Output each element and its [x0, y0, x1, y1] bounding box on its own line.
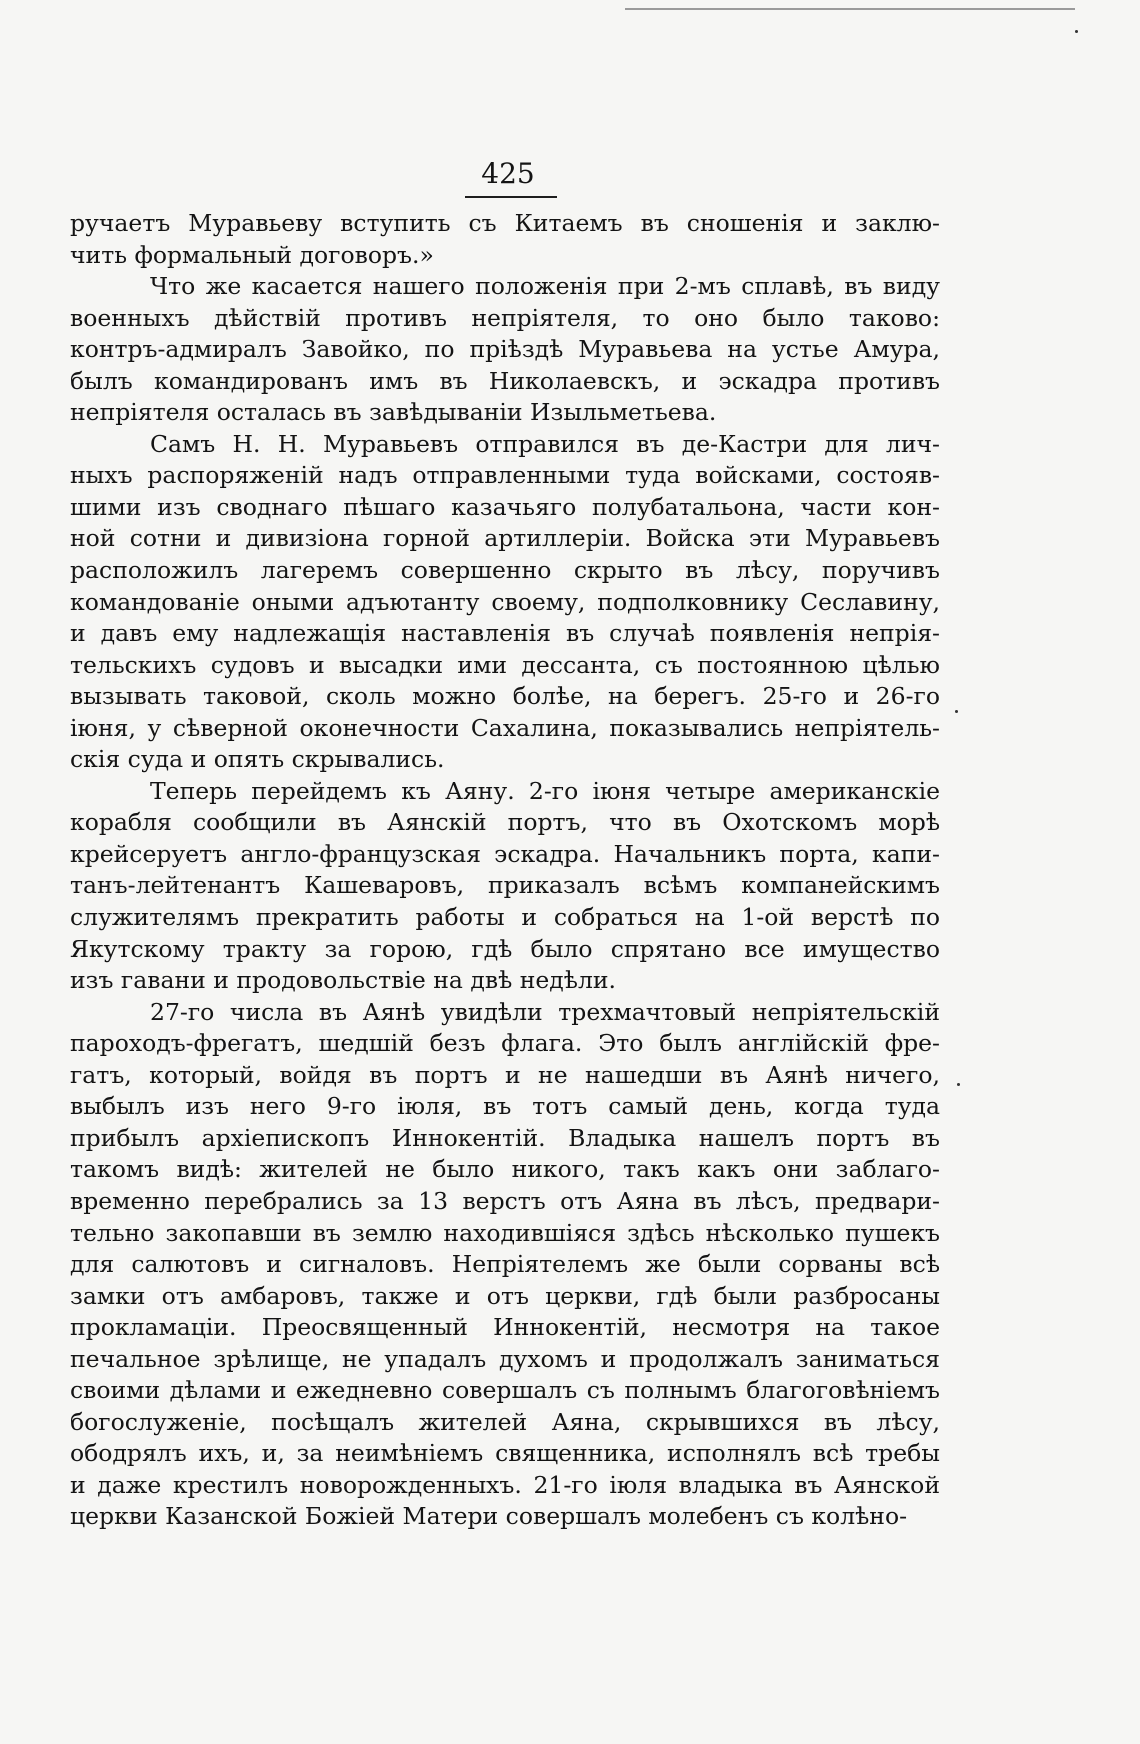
- text-line: непріятеля осталась въ завѣдываніи Изыльметьева.: [70, 398, 717, 427]
- page-number: 425: [481, 157, 535, 190]
- text-line: расположилъ лагеремъ совершенно скрыто въ лѣсу, поручивъ: [70, 556, 940, 585]
- text-line: прибылъ архіепископъ Иннокентій. Владыка нашелъ портъ въ: [70, 1123, 940, 1152]
- text-line: ныхъ распоряженій надъ отправленными туда войсками, состояв-: [70, 461, 940, 490]
- text-line: Что же касается нашего положенія при 2-мъ сплавѣ, въ виду: [150, 272, 940, 301]
- text-line: и даже крестилъ новорожденныхъ. 21-го іюля владыка въ Аянской: [70, 1470, 940, 1499]
- page-number-rule: [465, 196, 557, 198]
- text-line: тельскихъ судовъ и высадки ими дессанта, съ постоянною цѣлью: [70, 650, 940, 679]
- paragraph: [70, 997, 940, 1533]
- body-text: [70, 208, 940, 1533]
- text-line: чить формальный договоръ.»: [70, 240, 434, 269]
- text-line: гатъ, который, войдя въ портъ и не нашедши въ Аянѣ ничего,: [70, 1060, 940, 1089]
- text-line: тельно закопавши въ землю находившіяся здѣсь нѣсколько пушекъ: [70, 1218, 940, 1247]
- paragraph: [70, 208, 940, 271]
- scan-speck: [955, 710, 958, 713]
- text-line: крейсеруетъ англо-французская эскадра. Начальникъ порта, капи-: [70, 839, 940, 868]
- paragraph: [70, 429, 940, 776]
- text-line: временно перебрались за 13 верстъ отъ Аяна въ лѣсъ, предвари-: [70, 1186, 940, 1215]
- text-line: церкви Казанской Божіей Матери совершалъ молебенъ съ колѣно-: [70, 1502, 908, 1531]
- text-line: ной сотни и дивизіона горной артиллеріи. Войска эти Муравьевъ: [70, 524, 940, 553]
- text-line: ручаетъ Муравьеву вступить съ Китаемъ въ сношенія и заклю-: [70, 209, 940, 237]
- text-line: выбылъ изъ него 9-го іюля, въ тотъ самый день, когда туда: [70, 1092, 940, 1121]
- text-line: пароходъ-фрегатъ, шедшій безъ флага. Это былъ англійскій фре-: [70, 1029, 940, 1058]
- text-line: вызывать таковой, сколь можно болѣе, на берегъ. 25-го и 26-го: [70, 682, 940, 711]
- text-line: танъ-лейтенантъ Кашеваровъ, приказалъ всѣмъ компанейскимъ: [70, 871, 940, 900]
- text-line: Теперь перейдемъ къ Аяну. 2-го іюня четыре американскіе: [150, 776, 940, 805]
- text-line: іюня, у сѣверной оконечности Сахалина, показывались непріятель-: [70, 713, 940, 742]
- paragraph: [70, 271, 940, 429]
- text-line: командованіе оными адъютанту своему, подполковнику Сеславину,: [70, 587, 940, 616]
- text-line: своими дѣлами и ежедневно совершалъ съ полнымъ благоговѣніемъ: [70, 1376, 940, 1405]
- text-line: Якутскому тракту за горою, гдѣ было спрятано все имущество: [70, 934, 940, 963]
- text-line: изъ гавани и продовольствіе на двѣ недѣли.: [70, 966, 617, 995]
- text-line: замки отъ амбаровъ, также и отъ церкви, гдѣ были разбросаны: [70, 1281, 940, 1310]
- text-line: ободрялъ ихъ, и, за неимѣніемъ священника, исполнялъ всѣ требы: [70, 1439, 940, 1468]
- text-line: такомъ видѣ: жителей не было никого, такъ какъ они заблаго-: [70, 1155, 940, 1184]
- text-line: для салютовъ и сигналовъ. Непріятелемъ же были сорваны всѣ: [70, 1250, 940, 1279]
- text-line: прокламаціи. Преосвященный Иннокентій, несмотря на такое: [70, 1313, 940, 1342]
- scan-speck: [1075, 30, 1078, 33]
- text-line: былъ командированъ имъ въ Николаевскъ, и эскадра противъ: [70, 366, 940, 395]
- scan-edge-mark: [625, 8, 1075, 10]
- paragraph: [70, 776, 940, 997]
- text-line: корабля сообщили въ Аянскій портъ, что въ Охотскомъ морѣ: [70, 808, 940, 837]
- text-line: шими изъ своднаго пѣшаго казачьяго полубатальона, части кон-: [70, 492, 940, 521]
- text-line: служителямъ прекратить работы и собраться на 1-ой верстѣ по: [70, 903, 940, 932]
- text-line: 27-го числа въ Аянѣ увидѣли трехмачтовый непріятельскій: [150, 997, 940, 1026]
- text-line: скія суда и опять скрывались.: [70, 745, 445, 774]
- text-line: печальное зрѣлище, не упадалъ духомъ и продолжалъ заниматься: [70, 1344, 940, 1373]
- text-line: контръ-адмиралъ Завойко, по пріѣздѣ Муравьева на устье Амура,: [70, 335, 940, 364]
- scan-speck: [957, 1083, 960, 1086]
- text-line: богослуженіе, посѣщалъ жителей Аяна, скрывшихся въ лѣсу,: [70, 1407, 940, 1436]
- text-line: и давъ ему надлежащія наставленія въ случаѣ появленія непрія-: [70, 619, 940, 648]
- text-line: Самъ Н. Н. Муравьевъ отправился въ де-Кастри для лич-: [150, 429, 940, 458]
- text-line: военныхъ дѣйствій противъ непріятеля, то оно было таково:: [70, 303, 940, 332]
